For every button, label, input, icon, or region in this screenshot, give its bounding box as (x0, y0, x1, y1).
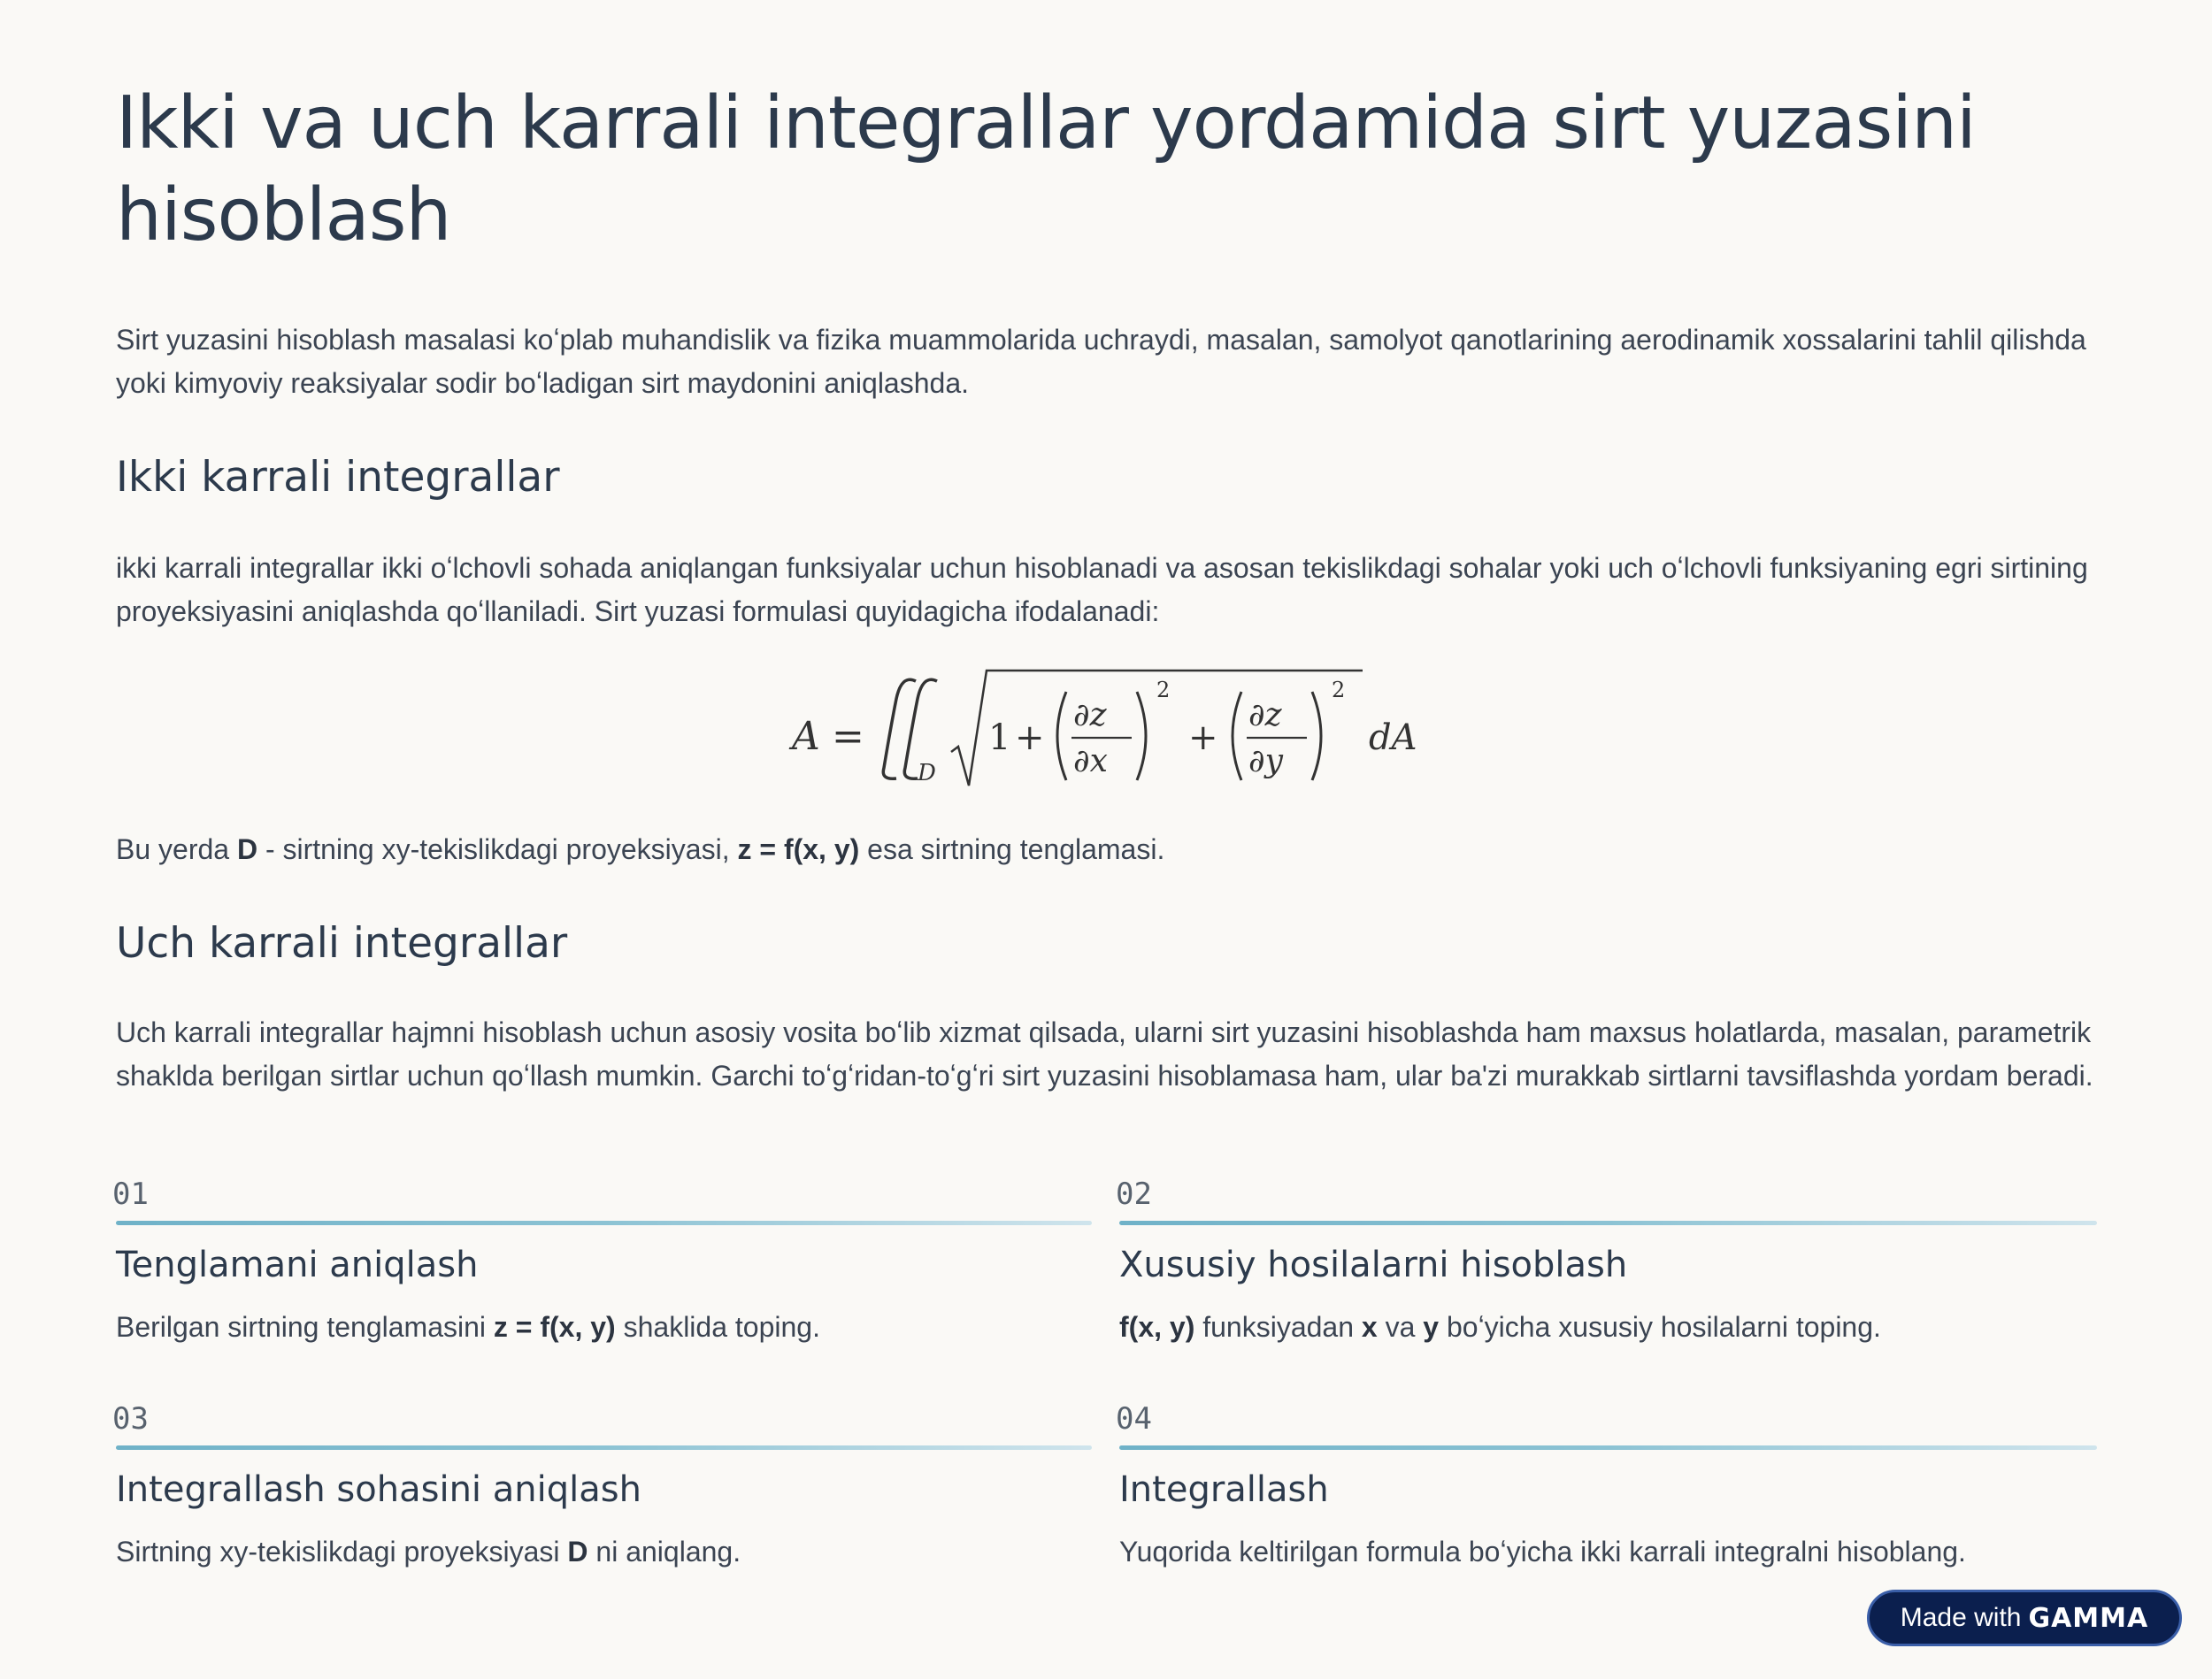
step-description: Yuqorida keltirilgan formula boʻyicha ikki karrali integralni hisoblang. (1119, 1536, 1966, 1568)
page-title: Ikki va uch karrali integrallar yordamida sirt yuzasini hisoblash (116, 81, 1976, 257)
step-desc-bold: z = f(x, y) (493, 1311, 616, 1343)
step-number: 02 (1116, 1177, 1152, 1212)
paren-left-2 (1233, 692, 1241, 780)
double-integrals-heading: Ikki karrali integrallar (116, 453, 560, 502)
step-divider (116, 1445, 1092, 1450)
triple-integrals-text: Uch karrali integrallar hajmni hisoblash uchun asosiy vosita boʻlib xizmat qilsada, ularni sirt yuzasini hisoblashda ham maxsus holatlarda, masalan, parametrik shaklda berilgan sirtlar uchun qoʻllash mumkin. Garchi toʻgʻridan-toʻgʻri sirt yuzasini hisoblamasa ham, ular ba'zi murakkab sirtlarni tavsiflashda yordam beradi. (116, 1016, 2093, 1092)
step-description (1119, 1307, 1881, 1346)
step-desc-text: ni aniqlang. (588, 1536, 741, 1568)
surface-area-formula (792, 663, 1429, 796)
formula-note (116, 828, 2098, 871)
formula-exp-2: 2 (1332, 678, 1346, 702)
step-desc-bold: f(x, y) (1119, 1311, 1195, 1343)
step-desc-bold: D (567, 1536, 588, 1568)
step-desc-text: boʻyicha xususiy hosilalarni toping. (1439, 1311, 1881, 1343)
paren-right-1 (1137, 692, 1146, 780)
step-desc-text: shaklida toping. (615, 1311, 820, 1343)
step-title: Integrallash sohasini aniqlash (116, 1469, 641, 1510)
step-desc-text: va (1377, 1311, 1424, 1343)
step-divider (1119, 1445, 2097, 1450)
formula-da: dA (1369, 717, 1417, 758)
note-after: esa sirtning tenglamasi. (859, 833, 1165, 865)
step-number: 04 (1116, 1401, 1152, 1437)
note-d: D (236, 833, 258, 865)
triple-integrals-heading: Uch karrali integrallar (116, 919, 568, 968)
badge-prefix: Made with (1900, 1603, 2022, 1632)
step-number: 01 (112, 1177, 149, 1212)
formula-a: A (792, 714, 820, 759)
step-number: 03 (112, 1401, 149, 1437)
note-z: z = f(x, y) (737, 833, 860, 865)
double-integrals-text: ikki karrali integrallar ikki oʻlchovli sohada aniqlangan funksiyalar uchun hisoblanadi va asosan tekislikdagi sohalar yoki uch oʻlchovli funksiyaning egri sirtining proyeksiyasini aniqlashda qoʻllaniladi. Sirt yuzasi formulasi quyidagicha ifodalanadi: (116, 552, 2088, 627)
formula-dx: ∂x (1073, 743, 1108, 779)
step-desc-text: Sirtning xy-tekislikdagi proyeksiyasi (116, 1536, 568, 1568)
step-divider (116, 1221, 1092, 1225)
step-divider (1119, 1221, 2097, 1225)
step-desc-text: Berilgan sirtning tenglamasini (116, 1311, 494, 1343)
step-desc-bold: x (1361, 1311, 1378, 1343)
step-title: Integrallash (1119, 1469, 1329, 1510)
note-before: Bu yerda (116, 833, 237, 865)
gamma-logo: GAMMA (2028, 1602, 2149, 1634)
step-description (116, 1307, 820, 1346)
paren-right-2 (1312, 692, 1321, 780)
formula-equals: = (832, 714, 864, 759)
step-desc-bold: y (1423, 1311, 1440, 1343)
made-with-gamma-badge[interactable] (1867, 1590, 2182, 1646)
formula-dy: ∂y (1248, 743, 1283, 779)
formula-exp-1: 2 (1156, 678, 1171, 702)
paren-left-1 (1057, 692, 1066, 780)
note-mid: - sirtning xy-tekislikdagi proyeksiyasi, (257, 833, 738, 865)
intro-paragraph: Sirt yuzasini hisoblash masalasi koʻplab muhandislik va fizika muammolarida uchraydi, masalan, samolyot qanotlarining aerodinamik xossalarini tahlil qilishda yoki kimyoviy reaksiyalar sodir boʻladigan sirt maydonini aniqlashda. (116, 324, 2086, 399)
formula-one: 1 (988, 717, 1011, 758)
step-title: Xususiy hosilalarni hisoblash (1119, 1245, 1628, 1285)
formula-plus-1: + (1015, 717, 1045, 758)
step-desc-text: funksiyadan (1194, 1311, 1362, 1343)
step-description (116, 1532, 741, 1571)
formula-plus-2: + (1188, 717, 1218, 758)
step-title: Tenglamani aniqlash (116, 1245, 479, 1285)
formula-dz-2: ∂z (1248, 697, 1282, 733)
formula-domain-d: D (918, 760, 936, 786)
formula-graphic (792, 663, 1429, 796)
formula-dz-1: ∂z (1073, 697, 1107, 733)
